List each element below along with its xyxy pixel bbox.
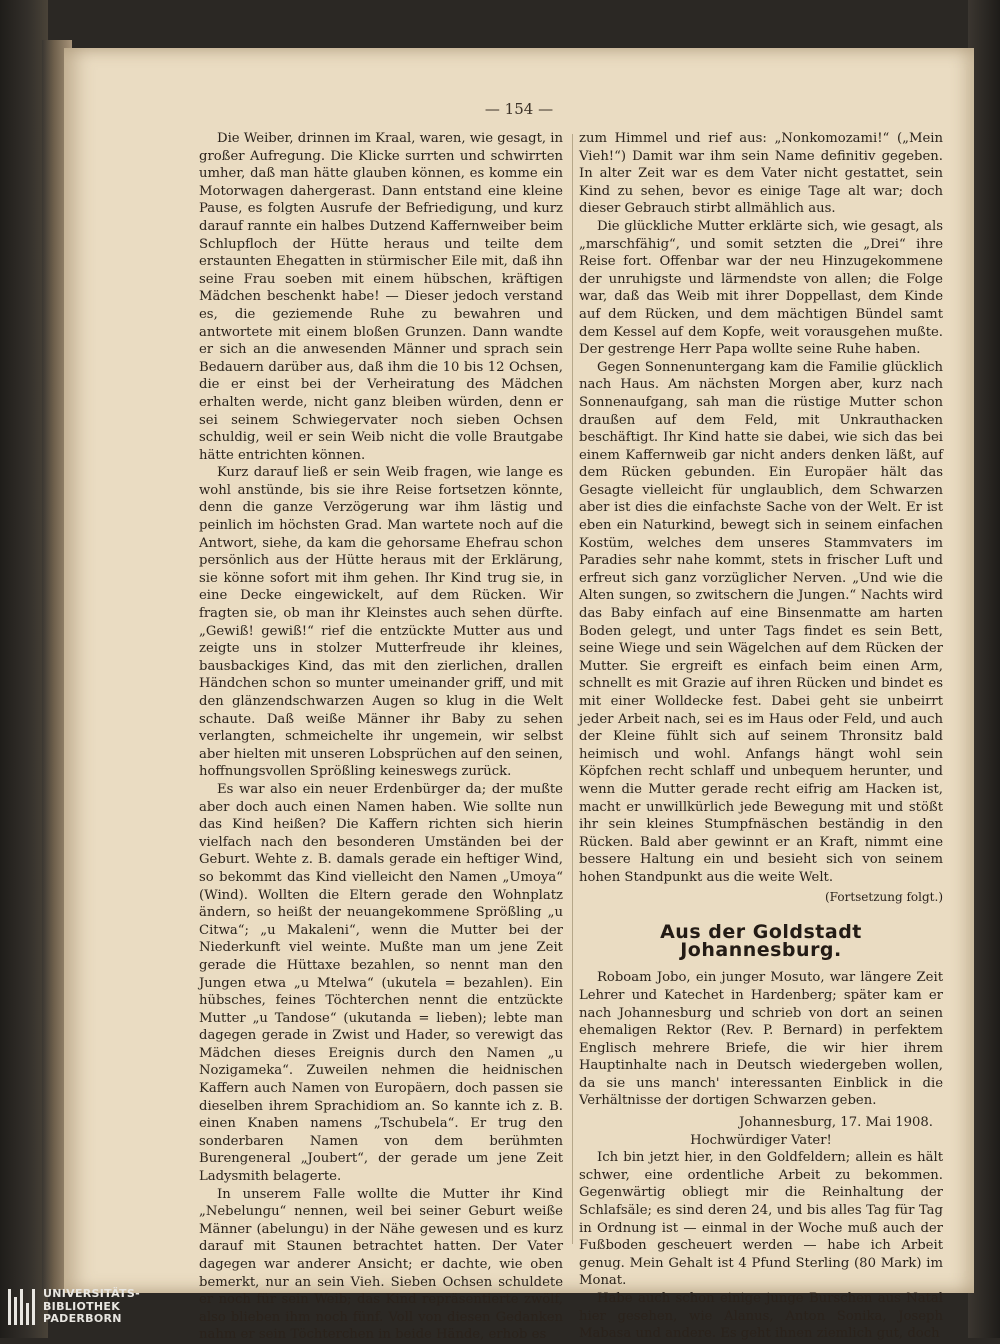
letter-dateline: Johannesburg, 17. Mai 1908. [739,1115,933,1131]
left-column [199,130,563,1344]
logo-icon [8,1289,35,1325]
letter-salutation: Hochwürdiger Vater! [690,1132,832,1148]
paragraph: Kurz darauf ließ er sein Weib fragen, wie lange es wohl anstünde, bis sie ihre Reise fortsetzen könnte, denn die ganze Verzögerung war ihm lästig und peinlich im höchsten Grad. Man wartete noch auf die Antwort, siehe, da kam die gehorsame Ehefrau schon persönlich aus der Hütte heraus mit der Erklärung, sie könne sofort mit ihm gehen. Ihr Kind trug sie, in eine Decke eingewickelt, auf dem Rücken. Wir fragten sie, ob man ihr Kleinstes auch sehen dürfte. „Gewiß! gewiß!“ rief die entzückte Mutter aus und zeigte uns in stolzer Mutterfreude ihr kleines, bausbackiges Kind, das mit den zierlichen, drallen Händchen schon so munter umeinander griff, und mit den glänzendschwarzen Augen so klug in die Welt schaute. Daß weiße Männer ihr Baby zu sehen verlangten, schmeichelte ihr ungemein, wir selbst aber hielten mit unseren Lobsprüchen auf den seinen, hoffnungsvollen Sprößling keineswegs zurück. [199,465,563,780]
paragraph: Ich bin jetzt hier, in den Goldfeldern; allein es hält schwer, eine ordentliche Arbeit zu bekommen. Gegenwärtig obliegt mir die Reinhaltung der Schlafsäle; es sind deren 24, und bis alles Tag für Tag in Ordnung ist — einmal in der Woche muß auch der Fußboden gescheuert werden — habe ich Arbeit genug. Mein Gehalt ist 4 Pfund Sterling (80 Mark) im Monat. [579,1150,943,1289]
paragraph: Die glückliche Mutter erklärte sich, wie gesagt, als „marschfähig“, und somit setzten die „Drei“ ihre Reise fort. Offenbar war der neu Hinzugekommene der unruhigste und lärmendste von allen; die Folge war, daß das Weib mit ihrer Doppellast, dem Kinde auf dem Rücken, und dem mächtigen Bündel samt dem Kessel auf dem Kopfe, weit vorausgehen mußte. Der gestrenge Herr Papa wollte seine Ruhe haben. [579,218,943,358]
paragraph: Es war also ein neuer Erdenbürger da; der mußte aber doch auch einen Namen haben. Wie sollte nun das Kind heißen? Die Kaffern richten sich hierin vielfach nach den besonderen Umständen bei der Geburt. Wehte z. B. damals gerade ein heftiger Wind, so bekommt das Kind vielleicht den Namen „Umoya“ (Wind). Wollten die Eltern gerade den Wohnplatz ändern, so heißt der neuangekommene Sprößling „u Citwa“; „u Makaleni“, wenn die Mutter bei der Niederkunft viel weinte. Mußte man um jene Zeit gerade die Hüttaxe bezahlen, so nennt man den Jungen etwa „u Mtelwa“ (ukutela = bezahlen). Ein hübsches, feines Töchterchen nennt die entzückte Mutter „u Tandose“ (ukutanda = lieben); lebte man dagegen gerade in Zwist und Hader, so verewigt das Mädchen dieses Ereignis durch den Namen „u Nozigameka“. Zuweilen nehmen die heidnischen Kaffern auch Namen von Europäern, doch passen sie dieselben ihrem Sprachidiom an. So kannte ich z. B. einen Knaben namens „Tschubela“. Er trug den sonderbaren Namen von dem berühmten Burengeneral „Joubert“, der gerade um jene Zeit Ladysmith belagerte. [199,781,563,1185]
paragraph: In unserem Falle wollte die Mutter ihr Kind „Nebelungu“ nennen, weil bei seiner Geburt weiße Männer (abelungu) in der Nähe gewesen und es kurz darauf mit Staunen betrachtet hatten. Der Vater dagegen war anderer Ansicht; er dachte, wie oben bemerkt, nur an sein Vieh. Sieben Ochsen schuldete er noch für sein Weib; das Kind repräsentierte zwölf, also blieben ihm noch fünf. Voll von diesen Gedanken nahm er sein Töchterchen in beide Hände, erhob es [199,1186,563,1343]
paragraph: zum Himmel und rief aus: „Nonkomozami!“ („Mein Vieh!“) Damit war ihm sein Name definitiv gegeben. In alter Zeit war es dem Vater nicht gestattet, sein Kind zu sehen, bevor es einige Tage alt war; doch dieser Gebrauch stirbt allmählich aus. [579,131,943,217]
paragraph: Habe auch schon einige junge Burschen aus Natal hier gesehen, wie Alanus, Anton Sonika, Joseph Mabasa und andere. Es geht ihnen ziemlich gut, doch [579,1291,943,1342]
library-logo [8,1288,140,1326]
paragraph: Gegen Sonnenuntergang kam die Familie glücklich nach Haus. Am nächsten Morgen aber, kurz nach Sonnenaufgang, sah man die rüstige Mutter schon draußen auf dem Feld, mit Unkrauthacken beschäftigt. Ihr Kind hatte sie dabei, wie sich das bei einem Kaffernweib gar nicht anders denken läßt, auf dem Rücken gebunden. Ein Europäer hält das Gesagte vielleicht für unglaublich, dem Schwarzen aber ist dies die einfachste Sache von der Welt. Er ist eben ein Naturkind, bewegt sich in seinem einfachen Kostüm, welches dem unseres Stammvaters im Paradies sehr nahe kommt, stets in frischer Luft und erfreut sich ganz vorzüglicher Nerven. „Und wie die Alten sungen, so zwitschern die Jungen.“ Nachts wird das Baby einfach auf eine Binsenmatte am harten Boden gelegt, und unter Tags findet es sein Bett, seine Wiege und sein Wägelchen auf dem Rücken der Mutter. Sie ergreift es einfach beim einen Arm, schnellt es mit Grazie auf ihren Rücken und bindet es mit einer Wolldecke fest. Dabei geht sie unbeirrt jeder Arbeit nach, sei es im Haus oder Feld, und auch der Kleine fühlt sich auf seinem Thronsitz bald heimisch und wohl. Anfangs hängt wohl sein Köpfchen recht schlaff und unbequem herunter, und wenn die Mutter gerade recht eifrig am Hacken ist, macht er unwillkürlich jede Bewegung mit und stößt ihr sein kleines Stumpfnäschen beständig in den Rücken. Bald aber gewinnt er an Kraft, nimmt eine bessere Haltung ein und besieht sich von seinem hohen Standpunkt aus die weite Welt. [579,359,943,885]
article-heading: Aus der Goldstadt Johannesburg. [660,921,862,961]
book-spine [0,0,48,1338]
logo-text: UNIVERSITÄTS- BIBLIOTHEK PADERBORN [43,1287,140,1325]
page-number: — 154 — [484,100,554,118]
article-intro: Roboam Jobo, ein junger Mosuto, war längere Zeit Lehrer und Katechet in Hardenberg; später kam er nach Johannesburg und schrieb von dort an seinen ehemaligen Rektor (Rev. P. Bernard) in perfektem Englisch mehrere Briefe, die wir hier ihrem Hauptinhalte nach in Deutsch wiedergeben wollen, da sie uns manch' interessanten Einblick in die Verhältnisse der dortigen Schwarzen geben. [579,970,943,1109]
right-column [579,130,943,1343]
paragraph: Die Weiber, drinnen im Kraal, waren, wie gesagt, in großer Aufregung. Die Klicke surrten und schwirrten umher, daß man hätte glauben können, es komme ein Motorwagen dahergerast. Dann entstand eine kleine Pause, es folgten Ausrufe der Befriedigung, und kurz darauf rannte ein halbes Dutzend Kaffernweiber beim Schlupfloch der Hütte heraus und teilte dem erstaunten Ehegatten in stürmischer Eile mit, daß ihn seine Frau soeben mit einem hübschen, kräftigen Mädchen beschenkt habe! — Dieser jedoch verstand es, die geziemende Ruhe zu bewahren und antwortete mit einem bloßen Grunzen. Dann wandte er sich an die anwesenden Männer und sprach sein Bedauern darüber aus, daß ihm die 10 bis 12 Ochsen, die er einst bei der Verheiratung des Mädchen erhalten werde, nicht ganz bleiben würden, denn er sei seinem Schwiegervater noch sieben Ochsen schuldig, weil er sein Weib nicht die volle Brautgabe hätte entrichten können. [199,131,563,463]
column-divider [572,134,573,1244]
continuation-note: (Fortsetzung folgt.) [825,889,943,904]
